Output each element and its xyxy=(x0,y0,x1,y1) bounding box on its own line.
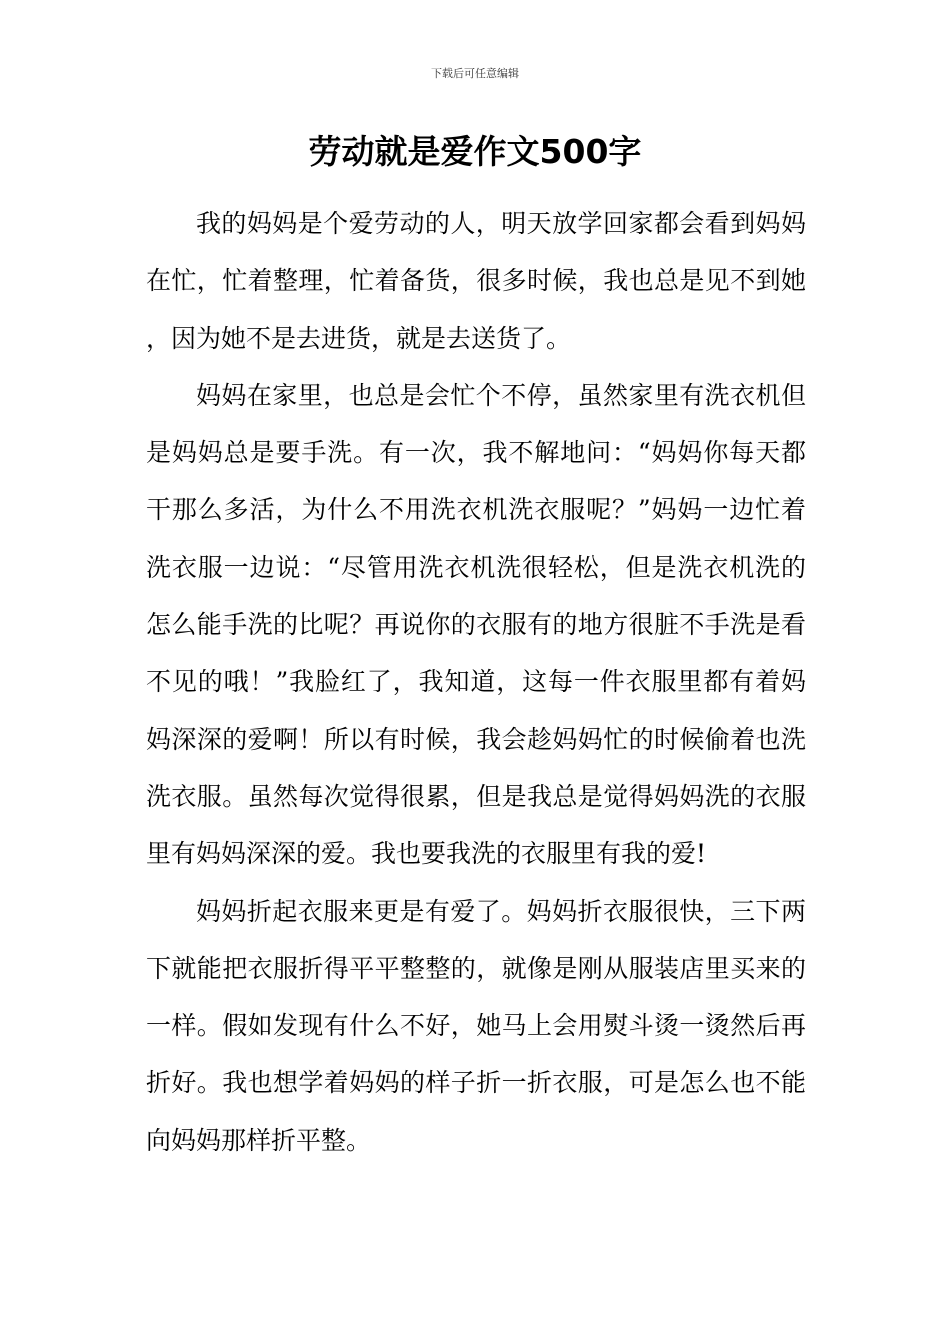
body-paragraph: 妈妈在家里，也总是会忙个不停，虽然家里有洗衣机但是妈妈总是要手洗。有一次，我不解地问：“妈妈你每天都干那么多活，为什么不用洗衣机洗衣服呢？”妈妈一边忙着洗衣服一边说：“尽管用洗衣机洗很轻松，但是洗衣机洗的怎么能手洗的比呢？再说你的衣服有的地方很脏不手洗是看不见的哦！”我脸红了，我知道，这每一件衣服里都有着妈妈深深的爱啊！所以有时候，我会趁妈妈忙的时候偷着也洗洗衣服。虽然每次觉得很累，但是我总是觉得妈妈洗的衣服里有妈妈深深的爱。我也要我洗的衣服里有我的爱! xyxy=(146,380,806,869)
document-body xyxy=(146,195,806,1169)
body-paragraph: 我的妈妈是个爱劳动的人，明天放学回家都会看到妈妈在忙，忙着整理，忙着备货，很多时候，我也总是见不到她，因为她不是去进货，就是去送货了。 xyxy=(146,209,806,353)
body-paragraph: 妈妈折起衣服来更是有爱了。妈妈折衣服很快，三下两下就能把衣服折得平平整整的，就像是刚从服装店里买来的一样。假如发现有什么不好，她马上会用熨斗烫一烫然后再折好。我也想学着妈妈的样子折一折衣服，可是怎么也不能向妈妈那样折平整。 xyxy=(146,896,806,1155)
header-note: 下载后可任意编辑 xyxy=(431,67,519,80)
document-title: 劳动就是爱作文500字 xyxy=(308,132,642,171)
